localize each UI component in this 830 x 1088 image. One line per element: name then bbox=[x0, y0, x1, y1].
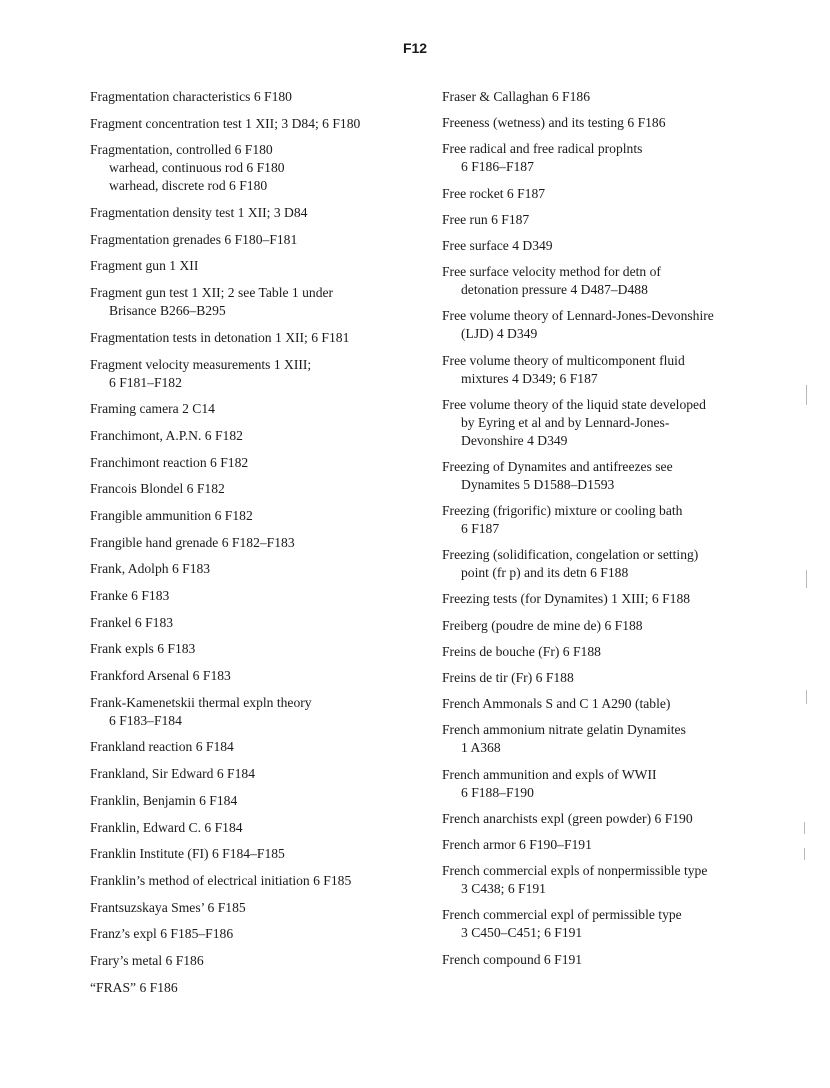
index-entry-heading: Fragmentation density test 1 XII; 3 D84 bbox=[90, 205, 308, 221]
index-entry-heading: Freins de bouche (Fr) 6 F188 bbox=[442, 643, 601, 659]
index-entry-heading: Frank-Kamenetskii thermal expln theory bbox=[90, 694, 312, 710]
index-entry bbox=[442, 766, 772, 802]
index-entry bbox=[90, 819, 420, 837]
index-entry-continuation: 1 A368 bbox=[461, 740, 501, 756]
index-entry-continuation: Dynamites 5 D1588–D1593 bbox=[461, 476, 615, 492]
index-entry-continuation: 6 F181–F182 bbox=[109, 374, 182, 390]
index-entry bbox=[442, 502, 772, 538]
index-entry bbox=[90, 765, 420, 783]
index-entry bbox=[442, 669, 772, 687]
index-entry bbox=[442, 810, 772, 828]
index-entry-continuation: 6 F186–F187 bbox=[461, 159, 534, 175]
index-entry bbox=[90, 507, 420, 525]
index-entry-heading: Free volume theory of the liquid state developed bbox=[442, 396, 706, 412]
index-entry bbox=[442, 237, 772, 255]
index-entry-heading: Francois Blondel 6 F182 bbox=[90, 481, 225, 497]
index-entry-continuation: (LJD) 4 D349 bbox=[461, 326, 538, 342]
index-entry bbox=[442, 721, 772, 757]
index-entry bbox=[90, 356, 420, 392]
index-entry-heading: Fragmentation, controlled 6 F180 bbox=[90, 142, 273, 158]
index-entry-heading: Fragmentation tests in detonation 1 XII; 6 F181 bbox=[90, 329, 350, 345]
index-entry-heading: Fragment velocity measurements 1 XIII; bbox=[90, 356, 312, 372]
index-entry bbox=[442, 185, 772, 203]
index-entry bbox=[90, 480, 420, 498]
index-entry bbox=[442, 906, 772, 942]
index-entry bbox=[90, 560, 420, 578]
index-entry bbox=[442, 590, 772, 608]
scan-speck bbox=[806, 385, 807, 405]
index-entry bbox=[442, 546, 772, 582]
index-entry-continuation: by Eyring et al and by Lennard-Jones- bbox=[461, 414, 670, 430]
index-entry bbox=[442, 836, 772, 854]
index-entry-heading: Frantsuzskaya Smes’ 6 F185 bbox=[90, 899, 246, 915]
index-entry-heading: Franke 6 F183 bbox=[90, 588, 170, 603]
index-entry-heading: Fragmentation grenades 6 F180–F181 bbox=[90, 231, 298, 247]
index-entry-heading: Frank, Adolph 6 F183 bbox=[90, 561, 211, 577]
index-entry-heading: Free volume theory of Lennard-Jones-Devonshire bbox=[442, 308, 714, 324]
index-entry bbox=[90, 845, 420, 863]
index-column-left bbox=[90, 88, 420, 1005]
scan-speck bbox=[806, 690, 807, 704]
index-entry-continuation: detonation pressure 4 D487–D488 bbox=[461, 282, 648, 298]
index-entry-heading: Framing camera 2 C14 bbox=[90, 401, 215, 417]
index-entry bbox=[442, 396, 772, 450]
index-entry-heading: Franklin, Benjamin 6 F184 bbox=[90, 792, 238, 808]
index-entry-continuation: 6 F183–F184 bbox=[109, 712, 182, 728]
index-entry-heading: Freins de tir (Fr) 6 F188 bbox=[442, 670, 574, 685]
index-entry-continuation: point (fr p) and its detn 6 F188 bbox=[461, 565, 629, 581]
index-entry bbox=[442, 352, 772, 388]
index-entry-heading: French ammonium nitrate gelatin Dynamites bbox=[442, 722, 686, 738]
index-entry bbox=[442, 88, 772, 106]
index-entry-continuation: mixtures 4 D349; 6 F187 bbox=[461, 370, 598, 386]
index-entry bbox=[90, 667, 420, 685]
index-entry-heading: Fraser & Callaghan 6 F186 bbox=[442, 89, 590, 104]
index-entry-heading: Frary’s metal 6 F186 bbox=[90, 952, 204, 968]
index-entry-continuation: 6 F187 bbox=[461, 521, 500, 537]
index-entry bbox=[90, 640, 420, 658]
index-entry bbox=[442, 951, 772, 969]
index-entry bbox=[90, 587, 420, 605]
index-entry-heading: Frangible hand grenade 6 F182–F183 bbox=[90, 534, 295, 550]
index-entry-heading: Free volume theory of multicomponent fluid bbox=[442, 352, 685, 368]
index-entry bbox=[90, 738, 420, 756]
index-entry bbox=[442, 458, 772, 494]
index-entry-continuation: Devonshire 4 D349 bbox=[461, 432, 568, 448]
index-entry-heading: French anarchists expl (green powder) 6 F190 bbox=[442, 810, 693, 826]
index-entry bbox=[90, 899, 420, 917]
index-entry-heading: Franchimont, A.P.N. 6 F182 bbox=[90, 427, 243, 443]
index-entry-heading: Free surface 4 D349 bbox=[442, 237, 553, 253]
index-entry-heading: Franklin’s method of electrical initiation 6 F185 bbox=[90, 872, 352, 888]
index-entry bbox=[90, 872, 420, 890]
index-entry-heading: Freeness (wetness) and its testing 6 F186 bbox=[442, 115, 666, 131]
index-entry-heading: Freezing tests (for Dynamites) 1 XIII; 6 F188 bbox=[442, 591, 691, 607]
index-entry-heading: Frankford Arsenal 6 F183 bbox=[90, 668, 231, 684]
index-entry bbox=[90, 88, 420, 106]
index-entry-continuation: Brisance B266–B295 bbox=[109, 303, 226, 319]
index-entry-heading: Franklin, Edward C. 6 F184 bbox=[90, 819, 243, 835]
index-entry-continuation: 6 F188–F190 bbox=[461, 784, 534, 800]
index-entry-continuation: warhead, discrete rod 6 F180 bbox=[109, 178, 268, 194]
index-entry-heading: French commercial expl of permissible type bbox=[442, 907, 682, 923]
index-entry bbox=[90, 427, 420, 445]
index-entry-heading: Franz’s expl 6 F185–F186 bbox=[90, 926, 234, 942]
index-entry bbox=[442, 862, 772, 898]
index-entry-heading: Franklin Institute (FI) 6 F184–F185 bbox=[90, 846, 285, 862]
index-entry bbox=[442, 263, 772, 299]
index-entry-heading: Fragment gun test 1 XII; 2 see Table 1 under bbox=[90, 285, 334, 301]
index-entry bbox=[442, 695, 772, 713]
index-entry bbox=[90, 614, 420, 632]
index-entry-heading: Free surface velocity method for detn of bbox=[442, 264, 661, 280]
index-entry bbox=[90, 115, 420, 133]
index-entry bbox=[442, 211, 772, 229]
index-entry-continuation: 3 C450–C451; 6 F191 bbox=[461, 925, 583, 941]
index-entry-heading: Freezing (solidification, congelation or setting) bbox=[442, 547, 699, 563]
index-entry bbox=[90, 792, 420, 810]
index-entry bbox=[442, 643, 772, 661]
index-entry-heading: Freiberg (poudre de mine de) 6 F188 bbox=[442, 617, 643, 633]
index-entry-heading: Freezing (frigorific) mixture or cooling bath bbox=[442, 503, 683, 519]
index-entry bbox=[442, 114, 772, 132]
index-entry bbox=[90, 979, 420, 997]
index-entry-heading: Frankland, Sir Edward 6 F184 bbox=[90, 766, 255, 782]
index-entry bbox=[442, 307, 772, 343]
index-column-right bbox=[442, 88, 772, 977]
index-entry-heading: Free rocket 6 F187 bbox=[442, 185, 546, 201]
index-entry-heading: Fragment gun 1 XII bbox=[90, 258, 199, 274]
index-entry-heading: Frangible ammunition 6 F182 bbox=[90, 507, 253, 523]
index-entry bbox=[90, 329, 420, 347]
index-entry bbox=[90, 400, 420, 418]
index-entry-heading: Fragmentation characteristics 6 F180 bbox=[90, 89, 292, 104]
index-entry bbox=[442, 140, 772, 176]
scan-speck bbox=[804, 848, 805, 860]
index-entry-heading: Frankland reaction 6 F184 bbox=[90, 739, 234, 755]
index-entry bbox=[90, 952, 420, 970]
index-entry bbox=[90, 694, 420, 730]
index-entry bbox=[90, 534, 420, 552]
index-entry-heading: French armor 6 F190–F191 bbox=[442, 836, 592, 852]
index-entry-heading: French ammunition and expls of WWII bbox=[442, 766, 657, 782]
index-entry bbox=[90, 284, 420, 320]
scan-speck bbox=[804, 822, 805, 834]
index-entry-heading: Fragment concentration test 1 XII; 3 D84; 6 F180 bbox=[90, 115, 361, 131]
index-entry-heading: Franchimont reaction 6 F182 bbox=[90, 454, 249, 470]
index-entry-heading: French commercial expls of nonpermissible type bbox=[442, 863, 708, 879]
index-entry bbox=[90, 257, 420, 275]
index-entry bbox=[90, 925, 420, 943]
index-entry-continuation: 3 C438; 6 F191 bbox=[461, 881, 546, 897]
index-entry-continuation: warhead, continuous rod 6 F180 bbox=[109, 160, 285, 176]
page-header: F12 bbox=[402, 40, 428, 56]
index-entry-heading: “FRAS” 6 F186 bbox=[90, 979, 178, 995]
index-entry-heading: Frank expls 6 F183 bbox=[90, 641, 196, 657]
index-entry-heading: Frankel 6 F183 bbox=[90, 614, 174, 630]
index-entry bbox=[90, 231, 420, 249]
index-entry bbox=[90, 454, 420, 472]
index-entry bbox=[442, 617, 772, 635]
index-entry bbox=[90, 141, 420, 195]
index-entry-heading: French Ammonals S and C 1 A290 (table) bbox=[442, 696, 671, 712]
index-entry-heading: Freezing of Dynamites and antifreezes see bbox=[442, 458, 673, 474]
index-entry-heading: Free run 6 F187 bbox=[442, 211, 530, 227]
index-entry-heading: French compound 6 F191 bbox=[442, 951, 583, 967]
index-entry-heading: Free radical and free radical proplnts bbox=[442, 141, 643, 157]
scan-speck bbox=[806, 570, 807, 588]
index-entry bbox=[90, 204, 420, 222]
